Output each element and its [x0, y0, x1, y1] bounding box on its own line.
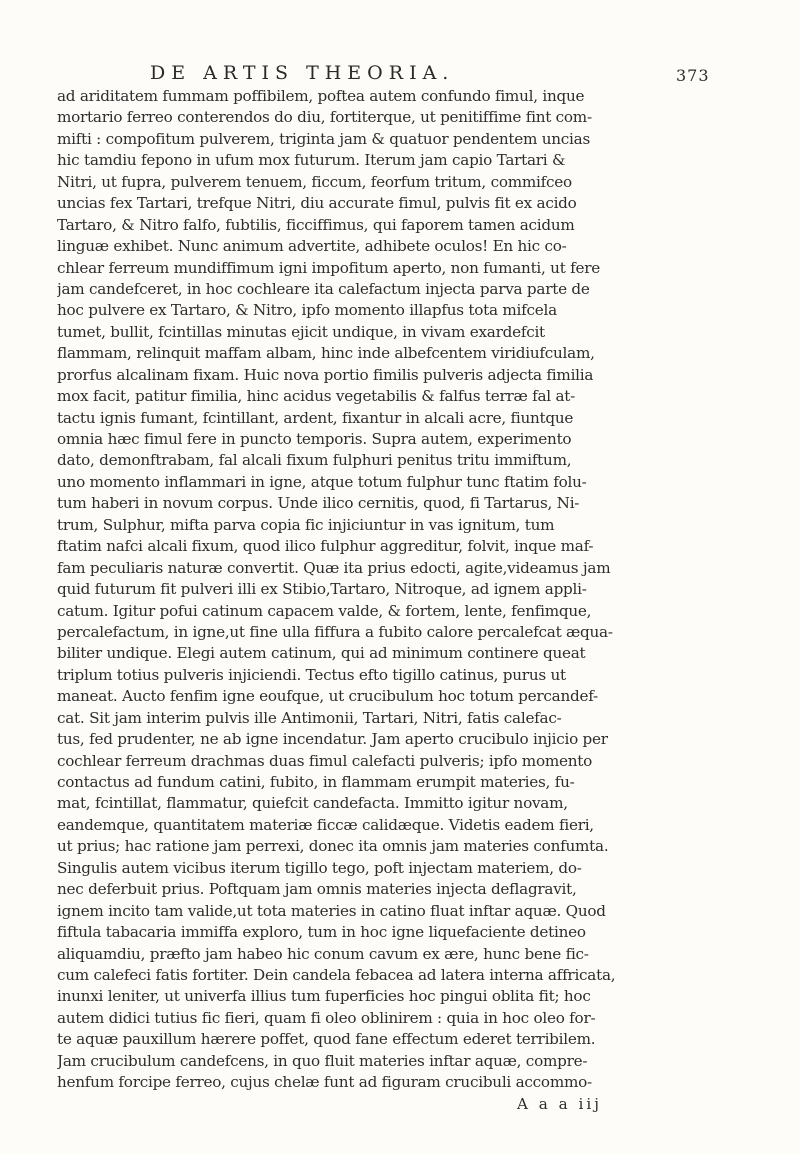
text-line: cat. Sit jam interim pulvis ille Antimonii, Tartari, Nitri, fatis calefac-: [57, 708, 562, 727]
text-line: uncias fex Tartari, trefque Nitri, diu accurate fimul, pulvis fit ex acido: [57, 194, 577, 213]
text-line: mifti : compofitum pulverem, triginta jam & quatuor pendentem uncias: [57, 129, 591, 148]
text-line: maneat. Aucto fenfim igne eoufque, ut crucibulum hoc totum percandef-: [57, 687, 598, 706]
text-line: percalefactum, in igne,ut fine ulla fiffura a fubito calore percalefcat æqua-: [57, 622, 613, 641]
text-line: Tartaro, & Nitro falfo, fubtilis, ficciffimus, qui faporem tamen acidum: [57, 215, 575, 234]
text-line: prorfus alcalinam fixam. Huic nova portio fimilis pulveris adjecta fimilia: [57, 365, 594, 384]
text-line: tum haberi in novum corpus. Unde ilico cernitis, quod, fi Tartarus, Ni-: [57, 494, 580, 513]
text-line: Nitri, ut fupra, pulverem tenuem, ficcum, feorfum tritum, commifceo: [57, 172, 572, 191]
text-line: flammam, relinquit maffam albam, hinc inde albefcentem viridiufculam,: [57, 344, 595, 363]
text-line: ad ariditatem fummam poffibilem, poftea autem confundo fimul, inque: [57, 87, 585, 105]
text-line: cochlear ferreum drachmas duas fimul calefacti pulveris; ipfo momento: [57, 751, 593, 770]
text-line: quid futurum fit pulveri illi ex Stibio,Tartaro, Nitroque, ad ignem appli-: [57, 580, 587, 599]
text-line: linguæ exhibet. Nunc animum advertite, adhibete oculos! En hic co-: [57, 237, 567, 256]
text-line: hoc pulvere ex Tartaro, & Nitro, ipfo momento illapfus tota mifcela: [57, 301, 557, 320]
text-line: fam peculiaris naturæ convertit. Quæ ita prius edocti, agite,videamus jam: [57, 558, 611, 577]
text-line: henfum forcipe ferreo, cujus chelæ funt ad figuram crucibuli accommo-: [57, 1073, 592, 1092]
text-line: hic tamdiu fepono in ufum mox futurum. Iterum jam capio Tartari &: [57, 151, 566, 170]
text-line: biliter undique. Elegi autem catinum, qui ad minimum continere queat: [57, 644, 586, 663]
text-line: ftatim nafci alcali fixum, quod ilico fulphur aggreditur, folvit, inque maf-: [57, 537, 594, 556]
text-line: tus, fed prudenter, ne ab igne incendatur. Jam aperto crucibulo injicio per: [57, 730, 608, 749]
text-line: Jam crucibulum candefcens, in quo fluit materies inftar aquæ, compre-: [57, 1051, 588, 1070]
text-line: chlear ferreum mundiffimum igni impofitum aperto, non fumanti, ut fere: [57, 258, 601, 277]
text-line: contactus ad fundum catini, fubito, in flammam erumpit materies, fu-: [57, 773, 575, 791]
page-number: 373: [676, 66, 710, 85]
text-line: trum, Sulphur, mifta parva copia fic injiciuntur in vas ignitum, tum: [57, 515, 555, 534]
text-line: nec deferbuit prius. Poftquam jam omnis materies injecta deflagravit,: [57, 880, 577, 899]
text-line: catum. Igitur pofui catinum capacem valde, & fortem, lente, fenfimque,: [57, 601, 592, 620]
text-line: mat, fcintillat, flammatur, quiefcit candefacta. Immitto igitur novam,: [57, 794, 568, 813]
text-line: ignem incito tam valide,ut tota materies in catino fluat inftar aquæ. Quod: [57, 901, 606, 920]
text-line: inunxi leniter, ut univerfa illius tum fuperficies hoc pingui oblita fit; hoc: [57, 987, 591, 1006]
text-line: eandemque, quantitatem materiæ ficcæ calidæque. Videtis eadem fieri,: [57, 815, 594, 834]
text-line: omnia hæc fimul fere in puncto temporis. Supra autem, experimento: [57, 430, 572, 448]
text-line: tumet, bullit, fcintillas minutas ejicit undique, in vivam exardefcit: [57, 322, 545, 341]
text-line: te aquæ pauxillum hærere poffet, quod fane effectum ederet terribilem.: [57, 1030, 596, 1049]
text-line: fiftula tabacaria immiffa exploro, tum in hoc igne liquefaciente detineo: [57, 923, 586, 942]
running-head-title: DE ARTIS THEORIA.: [150, 62, 455, 84]
text-line: triplum totius pulveris injiciendi. Tectus efto tigillo catinus, purus ut: [57, 665, 566, 684]
text-line: autem didici tutius fic fieri, quam fi oleo oblinirem : quia in hoc oleo for-: [57, 1008, 596, 1027]
text-line: Singulis autem vicibus iterum tigillo tego, poft injectam materiem, do-: [57, 858, 582, 877]
text-line: mox facit, patitur fimilia, hinc acidus vegetabilis & falfus terræ fal at-: [57, 387, 576, 406]
text-line: dato, demonftrabam, fal alcali fixum fulphuri penitus tritu immiftum,: [57, 451, 572, 470]
text-line: mortario ferreo conterendos do diu, fortiterque, ut penitiffime fint com-: [57, 108, 592, 127]
text-line: jam candefceret, in hoc cochleare ita calefactum injecta parva parte de: [57, 279, 590, 298]
text-line: uno momento inflammari in igne, atque totum fulphur tunc ftatim folu-: [57, 472, 587, 491]
text-line: tactu ignis fumant, fcintillant, ardent, fixantur in alcali acre, fiuntque: [57, 408, 574, 427]
text-line: ut prius; hac ratione jam perrexi, donec ita omnis jam materies confumta.: [57, 837, 609, 856]
text-line: cum calefeci fatis fortiter. Dein candela febacea ad latera interna affricata,: [57, 965, 616, 984]
text-line: aliquamdiu, præfto jam habeo hic conum cavum ex ære, hunc bene fic-: [57, 944, 589, 963]
catchword: A a a iij: [517, 1094, 602, 1113]
body-text: [57, 86, 691, 1115]
